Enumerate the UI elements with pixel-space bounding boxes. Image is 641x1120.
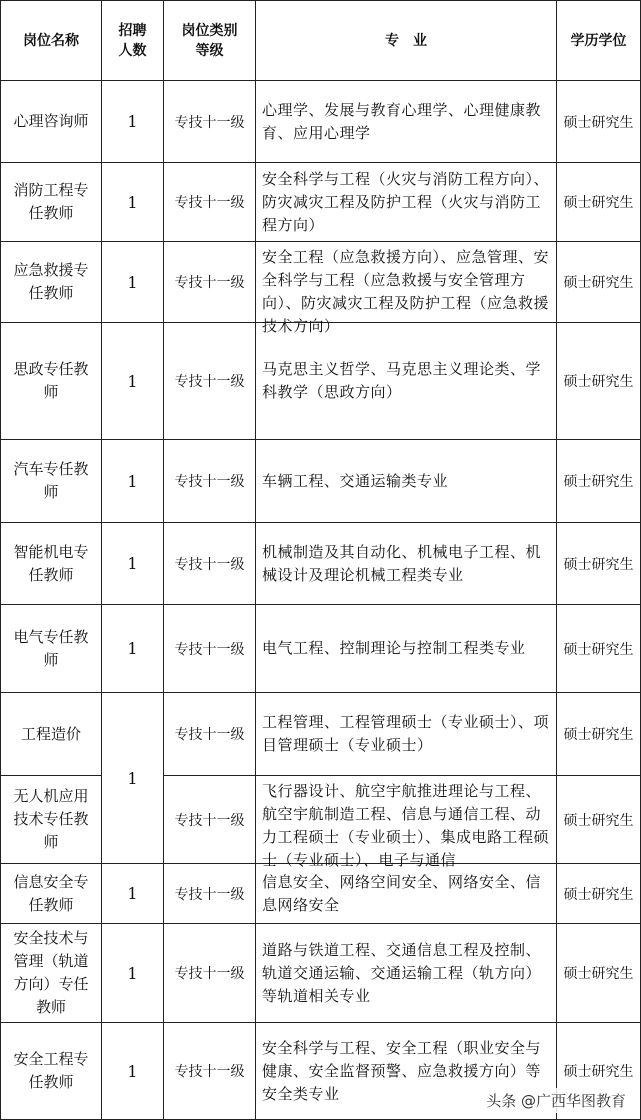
count-cell: 1 [102, 523, 164, 605]
major-text: 电气工程、控制理论与控制工程类专业 [262, 639, 526, 657]
table-row [1, 323, 641, 440]
major-text: 安全科学与工程（火灾与消防工程方向）、防灾减灾工程及防护工程（火灾与消防工程方向） [262, 169, 550, 234]
major-cell [256, 242, 557, 335]
table-row [1, 693, 641, 776]
major-text: 飞行器设计、航空宇航推进理论与工程、航空宇航制造工程、信息与通信工程、动力工程硕士（专业硕士）、集成电路工程硕士（专业硕士）、电子与通信 [262, 781, 550, 869]
degree-cell: 硕士研究生 [557, 523, 641, 605]
degree-cell: 硕士研究生 [557, 81, 641, 163]
major-cell [256, 776, 557, 869]
level-cell: 专技十一级 [164, 81, 256, 163]
count-cell: 1 [102, 864, 164, 924]
position-cell: 汽车专任教师 [1, 440, 102, 523]
major-cell [256, 163, 557, 242]
major-cell [256, 693, 557, 776]
table-row [1, 242, 641, 323]
major-cell [256, 323, 557, 440]
major-cell [256, 440, 557, 523]
header-position: 岗位名称 [1, 1, 102, 81]
count-cell: 1 [102, 81, 164, 163]
level-cell: 专技十一级 [164, 776, 256, 864]
position-cell: 信息安全专任教师 [1, 864, 102, 924]
degree-cell: 硕士研究生 [557, 864, 641, 924]
major-text: 道路与铁道工程、交通信息工程及控制、轨道交通运输、交通运输工程（轨方向）等轨道相关专业 [262, 940, 542, 1005]
header-degree: 学历学位 [557, 1, 641, 81]
level-cell: 专技十一级 [164, 1023, 256, 1120]
count-cell: 1 [102, 605, 164, 693]
position-cell: 智能机电专任教师 [1, 523, 102, 605]
position-cell: 心理咨询师 [1, 81, 102, 163]
degree-cell: 硕士研究生 [557, 693, 641, 776]
level-cell: 专技十一级 [164, 242, 256, 323]
major-text: 车辆工程、交通运输类专业 [262, 471, 449, 490]
table-row [1, 523, 641, 605]
level-cell: 专技十一级 [164, 323, 256, 440]
major-cell [256, 924, 557, 1023]
position-cell: 工程造价 [1, 693, 102, 776]
header-level: 岗位类别等级 [164, 1, 256, 81]
count-cell: 1 [102, 242, 164, 323]
degree-cell: 硕士研究生 [557, 440, 641, 523]
watermark: 头条 @广西华图教育 [482, 1088, 630, 1113]
position-cell: 安全技术与管理（轨道方向）专任教师 [1, 924, 102, 1023]
position-cell: 消防工程专任教师 [1, 163, 102, 242]
table-row [1, 440, 641, 523]
position-cell: 安全工程专任教师 [1, 1023, 102, 1120]
degree-cell: 硕士研究生 [557, 323, 641, 440]
position-cell: 思政专任教师 [1, 323, 102, 440]
major-cell [256, 864, 557, 924]
header-major: 专 业 [256, 1, 557, 81]
table-row [1, 163, 641, 242]
major-cell [256, 81, 557, 163]
table-row [1, 924, 641, 1023]
level-cell: 专技十一级 [164, 864, 256, 924]
level-cell: 专技十一级 [164, 693, 256, 776]
header-row [1, 1, 641, 81]
major-cell [256, 523, 557, 605]
degree-cell: 硕士研究生 [557, 242, 641, 323]
degree-cell: 硕士研究生 [557, 605, 641, 693]
table-row [1, 864, 641, 924]
level-cell: 专技十一级 [164, 924, 256, 1023]
position-cell: 电气专任教师 [1, 605, 102, 693]
degree-cell: 硕士研究生 [557, 163, 641, 242]
count-cell: 1 [102, 1023, 164, 1120]
count-cell: 1 [102, 163, 164, 242]
major-cell [256, 605, 557, 693]
degree-cell: 硕士研究生 [557, 924, 641, 1023]
major-text: 信息安全、网络空间安全、网络安全、信息网络安全 [262, 872, 542, 914]
position-cell: 无人机应用技术专任教师 [1, 776, 102, 864]
table-row [1, 776, 641, 864]
level-cell: 专技十一级 [164, 163, 256, 242]
major-text: 机械制造及其自动化、机械电子工程、机械设计及理论机械工程类专业 [262, 542, 542, 584]
header-count: 招聘人数 [102, 1, 164, 81]
major-text: 马克思主义哲学、马克思主义理论类、学科教学（思政方向） [262, 360, 542, 401]
degree-cell: 硕士研究生 [557, 776, 641, 864]
major-text: 心理学、发展与教育心理学、心理健康教育、应用心理学 [262, 100, 542, 142]
count-cell: 1 [102, 924, 164, 1023]
major-text: 工程管理、工程管理硕士（专业硕士）、项目管理硕士（专业硕士） [262, 713, 550, 754]
position-cell: 应急救援专任教师 [1, 242, 102, 323]
count-cell: 1 [102, 323, 164, 440]
count-cell: 1 [102, 440, 164, 523]
table-row [1, 81, 641, 163]
major-text: 安全工程（应急救援方向）、应急管理、安全科学与工程（应急救援与安全管理方向）、防灾减灾工程及防护工程（应急救援技术方向） [262, 248, 550, 335]
major-text: 安全科学与工程、安全工程（职业安全与健康、安全监督预警、应急救援方向）等安全类专业 [262, 1038, 542, 1103]
level-cell: 专技十一级 [164, 440, 256, 523]
level-cell: 专技十一级 [164, 605, 256, 693]
table-row [1, 605, 641, 693]
degree-cell: 硕士研究生 [557, 1023, 641, 1120]
level-cell: 专技十一级 [164, 523, 256, 605]
count-cell: 1 [102, 693, 164, 864]
